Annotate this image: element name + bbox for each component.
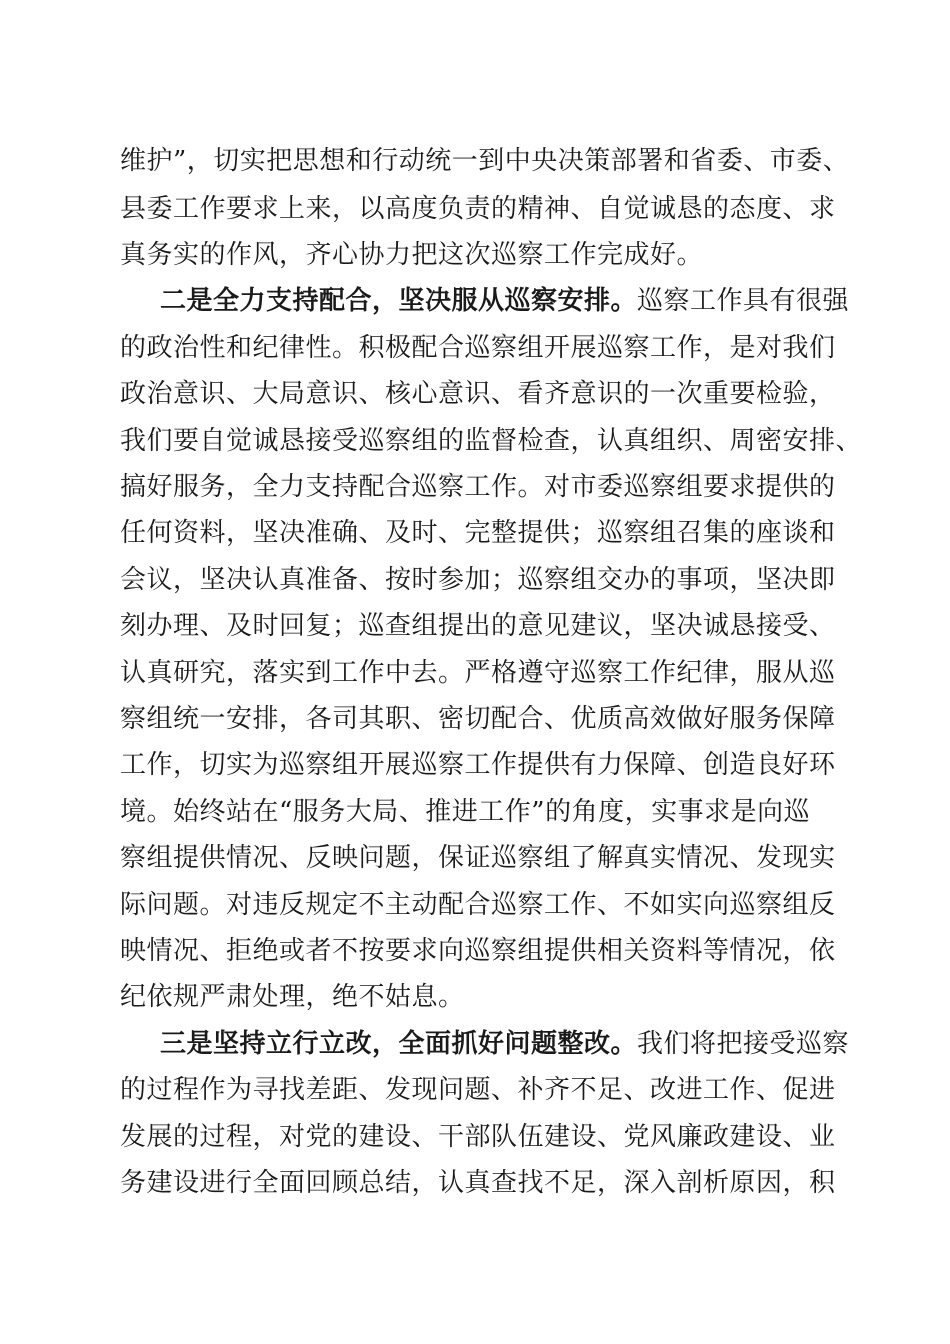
- paragraph-line: 纪依规严肃处理，绝不姑息。: [120, 982, 465, 1012]
- paragraph-line: 真务实的作风，齐心协力把这次巡察工作完成好。: [120, 240, 704, 270]
- paragraph-line: 映情况、拒绝或者不按要求向巡察组提供相关资料等情况，依: [120, 936, 836, 966]
- paragraph-line: 搞好服务，全力支持配合巡察工作。对市委巡察组要求提供的: [120, 472, 836, 502]
- paragraph-line: 维护”，切实把思想和行动统一到中央决策部署和省委、市委、: [120, 146, 850, 176]
- paragraph-line: 刻办理、及时回复；巡查组提出的意见建议，坚决诚恳接受、: [120, 611, 836, 641]
- paragraph-line: 县委工作要求上来，以高度负责的精神、自觉诚恳的态度、求: [120, 194, 836, 224]
- section-2-first-line: [160, 281, 849, 321]
- section-3-heading: 三是坚持立行立改，全面抓好问题整改。: [160, 1029, 638, 1059]
- paragraph-line: 的过程作为寻找差距、发现问题、补齐不足、改进工作、促进: [120, 1075, 836, 1105]
- paragraph-line: 察组统一安排，各司其职、密切配合、优质高效做好服务保障: [120, 704, 836, 734]
- paragraph-line: 发展的过程，对党的建设、干部队伍建设、党风廉政建设、业: [120, 1122, 836, 1152]
- section-3-first-line: [160, 1024, 849, 1064]
- paragraph-line: 我们要自觉诚恳接受巡察组的监督检查，认真组织、周密安排、: [120, 426, 863, 456]
- paragraph-line: 察组提供情况、反映问题，保证巡察组了解真实情况、发现实: [120, 843, 836, 873]
- paragraph-line: 任何资料，坚决准确、及时、完整提供；巡察组召集的座谈和: [120, 518, 836, 548]
- paragraph-line: 政治意识、大局意识、核心意识、看齐意识的一次重要检验，: [120, 379, 836, 409]
- paragraph-line: 际问题。对违反规定不主动配合巡察工作、不如实向巡察组反: [120, 890, 836, 920]
- paragraph-line: 务建设进行全面回顾总结，认真查找不足，深入剖析原因，积: [120, 1168, 836, 1198]
- paragraph-line: 会议，坚决认真准备、按时参加；巡察组交办的事项，坚决即: [120, 565, 836, 595]
- section-2-first-line-text: 巡察工作具有很强: [637, 286, 850, 316]
- paragraph-line: 认真研究，落实到工作中去。严格遵守巡察工作纪律，服从巡: [120, 658, 836, 688]
- paragraph-line: 工作，切实为巡察组开展巡察工作提供有力保障、创造良好环: [120, 750, 836, 780]
- section-3-first-line-text: 我们将把接受巡察: [637, 1029, 850, 1059]
- paragraph-line: 的政治性和纪律性。积极配合巡察组开展巡察工作，是对我们: [120, 333, 836, 363]
- paragraph-line: 境。始终站在“服务大局、推进工作”的角度，实事求是向巡: [120, 797, 811, 827]
- section-2-heading: 二是全力支持配合，坚决服从巡察安排。: [160, 286, 638, 316]
